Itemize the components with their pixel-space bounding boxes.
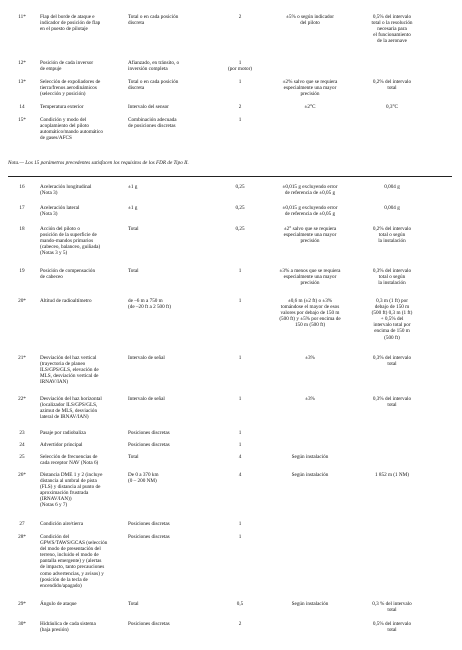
param-resolution: 1 852 m (1 NM) bbox=[374, 472, 409, 478]
param-number: 17 bbox=[19, 205, 25, 211]
param-sampling: 1 bbox=[238, 79, 242, 85]
param-range: Intervalo de señal bbox=[128, 355, 165, 361]
param-number: 21* bbox=[18, 355, 26, 361]
param-number: 26* bbox=[18, 472, 26, 478]
param-sampling: 2 bbox=[238, 104, 242, 110]
param-range: Posiciones discretas bbox=[128, 430, 170, 436]
param-accuracy: ±0,015 g excluyendo error de referencia de ±0,05 g bbox=[282, 184, 338, 197]
param-sampling: 1 bbox=[238, 534, 242, 540]
param-range: de –6 m a 750 m (de –20 ft a 2 500 ft) bbox=[128, 298, 171, 311]
param-number: 19 bbox=[19, 268, 25, 274]
param-range: Afianzado, en tránsito, o inversión completa bbox=[128, 60, 180, 73]
param-number: 22* bbox=[18, 396, 26, 402]
param-resolution: 0,2% del intervalo total o según la instalación bbox=[372, 226, 412, 245]
param-name: Altitud de radioaltímetro bbox=[40, 298, 92, 304]
param-name: Distancia DME 1 y 2 (incluye distancia al umbral de pista (FLS) y distancia al punto de aproximación frustrada (IRNAV/IAN)) (Notas 6 y 7) bbox=[40, 472, 103, 509]
param-range: Combinación adecuada de posiciones discretas bbox=[128, 117, 177, 130]
param-range: Total o en cada posición discreta bbox=[128, 14, 179, 27]
param-resolution: 0,3% del intervalo total bbox=[372, 355, 412, 368]
param-number: 23 bbox=[19, 430, 25, 436]
param-sampling: 1 bbox=[238, 442, 242, 448]
param-name: Selección de expoliadores de tierra/frenos aerodinámicos (selección y posición) bbox=[40, 79, 101, 98]
param-resolution: 0,5% del intervalo total bbox=[372, 621, 412, 634]
param-resolution: 0,3% del intervalo total o según la instalación bbox=[372, 268, 412, 287]
param-accuracy: Según instalación bbox=[291, 454, 329, 460]
param-range: Posiciones discretas bbox=[128, 534, 170, 540]
param-sampling: 2 bbox=[238, 621, 242, 627]
param-accuracy: ±0,015 g excluyendo error de referencia de ±0,05 g bbox=[282, 205, 338, 218]
param-range: ±1 g bbox=[128, 184, 138, 190]
param-name: Selección de frecuencias de cada receptor NAV (Nota 6) bbox=[40, 454, 99, 467]
param-range: Posiciones discretas bbox=[128, 521, 170, 527]
param-name: Advertidor principal bbox=[40, 442, 83, 448]
param-name: Desviación del haz vertical (trayectoria de planeo ILS/GPS/GLS, elevación de MLS, desviación vertical de IRNAV/IAN) bbox=[40, 355, 99, 386]
param-number: 24 bbox=[19, 442, 25, 448]
param-range: Intervalo de señal bbox=[128, 396, 165, 402]
param-range: Posiciones discretas bbox=[128, 442, 170, 448]
param-resolution: 0,004 g bbox=[384, 205, 400, 211]
param-accuracy: ±3% bbox=[305, 355, 315, 361]
param-name: Temperatura exterior bbox=[40, 104, 84, 110]
param-name: Desviación del haz horizontal (localizador ILS/GPS/GLS, azimut de MLS, desviación lateral de IRNAV/IAN) bbox=[40, 396, 102, 421]
param-sampling: 4 bbox=[238, 472, 242, 478]
param-name: Posición de cada inversor de empuje bbox=[40, 60, 94, 73]
param-name: Hidráulica de cada sistema (baja presión) bbox=[40, 621, 96, 634]
param-range: Total bbox=[128, 226, 139, 232]
param-accuracy: ±2°C bbox=[304, 104, 316, 110]
param-resolution: 0,3°C bbox=[385, 104, 399, 110]
type-ii-note: Nota.— Los 15 parámetros precedentes satisfacen los requisitos de los FDR de Tipo II. bbox=[8, 160, 189, 166]
param-accuracy: ±5% o según indicador del piloto bbox=[286, 14, 334, 27]
param-number: 29* bbox=[18, 601, 26, 607]
param-sampling: 1 bbox=[238, 298, 242, 304]
param-range: De 0 a 370 km (0 – 200 NM) bbox=[128, 472, 159, 485]
param-name: Condición del GPWS/TAWS/GCAS (selección del modo de presentación del terreno, incluido el modo de pantalla emergente) y (alertas de impacto, tanto precauciones como advertencias, y avisos) y (posición de la tecla de encendido/apagado) bbox=[40, 534, 108, 589]
param-number: 12* bbox=[18, 60, 26, 66]
param-sampling: 0,25 bbox=[235, 205, 245, 211]
param-name: Aceleración longitudinal (Nota 3) bbox=[40, 184, 92, 197]
param-number: 14 bbox=[19, 104, 25, 110]
param-accuracy: ±0,6 m (±2 ft) o ±3% tomándose el mayor de esos valores por debajo de 150 m (500 ft) y ±5% por encima de 150 m (500 ft) bbox=[279, 298, 341, 329]
param-sampling: 1 (por motor) bbox=[227, 60, 253, 73]
param-name: Pasaje por radiobaliza bbox=[40, 430, 86, 436]
param-sampling: 1 bbox=[238, 268, 242, 274]
param-sampling: 1 bbox=[238, 117, 242, 123]
param-number: 11* bbox=[18, 14, 26, 20]
param-accuracy: ±2% salvo que se requiera especialmente una mayor precisión bbox=[282, 79, 338, 98]
param-resolution: 0,3% del intervalo total bbox=[372, 396, 412, 409]
param-number: 25 bbox=[19, 454, 25, 460]
param-sampling: 0,25 bbox=[235, 184, 245, 190]
param-accuracy: ±2° salvo que se requiera especialmente una mayor precisión bbox=[283, 226, 337, 245]
param-resolution: 0,3 % del intervalo total bbox=[372, 601, 412, 614]
param-range: Total bbox=[128, 454, 139, 460]
param-resolution: 0,2% del intervalo total bbox=[372, 79, 412, 92]
param-sampling: 1 bbox=[238, 355, 242, 361]
param-range: Total bbox=[128, 268, 139, 274]
param-accuracy: Según instalación bbox=[291, 601, 329, 607]
param-resolution: 0,3 m (1 ft) por debajo de 150 m (500 ft) 0,3 m (1 ft) + 0,5% del intervalo total por encima de 150 m (500 ft) bbox=[371, 298, 413, 341]
param-name: Condición aire/tierra bbox=[40, 521, 84, 527]
divider bbox=[8, 176, 452, 177]
param-name: Condición y modo del acoplamiento del piloto automático/mando automático de gases/AFCS bbox=[40, 117, 103, 142]
param-name: Flap del borde de ataque e indicador de posición de flap en el puesto de pilotaje bbox=[40, 14, 101, 33]
param-sampling: 4 bbox=[238, 454, 242, 460]
param-range: ±1 g bbox=[128, 205, 138, 211]
param-range: Posiciones discretas bbox=[128, 621, 170, 627]
param-sampling: 0,5 bbox=[236, 601, 244, 607]
param-sampling: 2 bbox=[238, 14, 242, 20]
param-resolution: 0,5% del intervalo total o la resolución necesaria para el funcionamiento de la aeronave bbox=[371, 14, 413, 45]
param-number: 18 bbox=[19, 226, 25, 232]
param-name: Acción del piloto o posición de la superficie de mando-mandos primarios (cabeceo, balanceo, guiñada) (Notas 3 y 5) bbox=[40, 226, 101, 257]
param-number: 13* bbox=[18, 79, 26, 85]
param-accuracy: Según instalación bbox=[291, 472, 329, 478]
param-accuracy: ±3% a menos que se requiera especialmente una mayor precisión bbox=[279, 268, 341, 287]
param-number: 20* bbox=[18, 298, 26, 304]
param-sampling: 1 bbox=[238, 430, 242, 436]
param-name: Ángulo de ataque bbox=[40, 601, 77, 607]
param-number: 30* bbox=[18, 621, 26, 627]
param-sampling: 1 bbox=[238, 521, 242, 527]
param-number: 28* bbox=[18, 534, 26, 540]
param-name: Aceleración lateral (Nota 3) bbox=[40, 205, 80, 218]
param-number: 15* bbox=[18, 117, 26, 123]
param-name: Posición de compensación de cabeceo bbox=[40, 268, 96, 281]
param-range: Total bbox=[128, 601, 139, 607]
param-range: Intervalo del sensor bbox=[128, 104, 169, 110]
param-resolution: 0,004 g bbox=[384, 184, 400, 190]
param-number: 27 bbox=[19, 521, 25, 527]
param-range: Total o en cada posición discreta bbox=[128, 79, 179, 92]
param-sampling: 0,25 bbox=[235, 226, 245, 232]
param-sampling: 1 bbox=[238, 396, 242, 402]
param-accuracy: ±3% bbox=[305, 396, 315, 402]
param-number: 16 bbox=[19, 184, 25, 190]
